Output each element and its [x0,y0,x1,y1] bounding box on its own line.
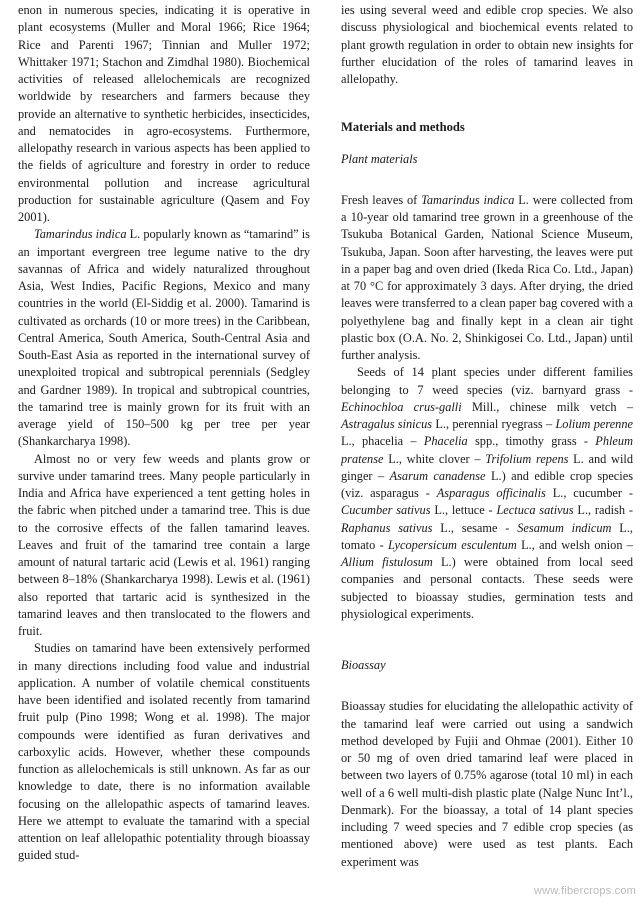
spacer [341,623,633,647]
paragraph-weeds-under-tamarind: Almost no or very few weeds and plants grow or survive under tamarind trees. Many people particularly in India and Africa have experienced a tent getting holes in the fabric when pitched under a tamarind tree. This is due to the corrosive effects of the fallen tamarind leaves. Leaves and fruit of the tamarind tree contain a large amount of natural tartaric acid (Lewis et al. 1961) ranging between 8–18% (Shankarcharya 1998). Lewis et al. (1961) also reported that tartaric acid is synthesized in the tamarind leaves and then translocated to the flowers and fruit. [18,451,310,638]
watermark: www.fibercrops.com [533,885,636,897]
paragraph-tamarind-studies: Studies on tamarind have been extensively performed in many directions including food value and industrial application. A number of volatile chemical constituents have been identified and isolated recently from tamarind fruit pulp (Pino 1998; Wong et al. 1998). The major compounds were identified as furan derivatives and carboxylic acids. However, whether these compounds function as allelochemicals is still unknown. As far as our knowledge to date, there is no information available focusing on the allelopathic aspects of tamarind leaves. Here we attempt to evaluate the tamarind with a special attention on leaf allelopathic potentiality through bioassay guided stud- [18,641,310,863]
species-name: Tamarindus indica [421,192,515,207]
right-column [341,2,633,871]
left-column [18,2,310,865]
paragraph-continued-intro: ies using several weed and edible crop species. We also discuss physiological and biochemical events related to plant growth regulation in order to obtain new insights for further elucidation of the roles of tamarind leaves in allelopathy. [341,3,633,86]
paragraph-tamarind-description: Tamarindus indica L. popularly known as “tamarind” is an important evergreen tree legume native to the dry savannas of Africa and widely naturalized throughout Asia, West Indies, Pacific Regions, Mexico and many countries in the world (El-Siddig et al. 2000). Tamarind is cultivated as orchards (10 or more trees) in the Caribbean, Central America, South America, South-Central Asia and South-East Asia as reported in the international survey of unexploited tropical and subtropical perennials (Sedgley and Gardner 1989). In tropical and subtropical countries, the tamarind tree is mainly grown for its fruit with an average yield of 150–500 kg per tree per year (Shankarcharya 1998). [18,227,310,449]
paragraph-plant-materials: Fresh leaves of Tamarindus indica L. were collected from a 10-year old tamarind tree grown in a greenhouse of the Tsukuba Botanical Garden, National Science Museum, Tsukuba, Japan. Soon after harvesting, the leaves were put in a paper bag and oven dried (Ikeda Rica Co. Ltd., Japan) at 70 °C for approximately 3 days. After drying, the dried leaves were transferred to a clean paper bag covered with a polyethylene bag and finally kept in a clean air tight plastic box (O.A. No. 2, Shinkigosei Co. Ltd., Japan) until further analysis. [341,192,634,362]
subheading-plant-materials: Plant materials [341,151,418,166]
paragraph-allelopathy-intro: enon in numerous species, indicating it is operative in plant ecosystems (Muller and Moral 1966; Rice 1964; Rice and Parenti 1967; Tinnian and Muller 1972; Whittaker 1971; Stachon and Zimdhal 1980). Biochemical activities of released allelochemicals are recognized worldwide by researchers and farmers because they provide an alternative to synthetic herbicides, insecticides, and nematocides in agro-ecosystems. Furthermore, allelopathy research in various aspects has been applied to the fields of agriculture and forestry in order to reduce environmental pollution and increase agricultural production for sustainable agriculture (Qasem and Foy 2001). [18,3,310,224]
paragraph-seed-species: Seeds of 14 plant species under different families belonging to 7 weed species (viz. barnyard grass - Echinochloa crus-galli Mill., chinese milk vetch – Astragalus sinicus L., perennial ryegrass – Lolium perenne L., phacelia – Phacelia spp., timothy grass - Phleum pratense L., white clover – Trifolium repens L. and wild ginger – Asarum canadense L.) and edible crop species (viz. asparagus - Asparagus officinalis L., cucumber - Cucumber sativus L., lettuce - Lectuca sativus L., radish - Raphanus sativus L., sesame - Sesamum indicum L., tomato - Lycopersicum esculentum L., and welsh onion – Allium fistulosum L.) were obtained from local seed companies and personal contacts. These seeds were subjected to bioassay studies, germination tests and physiological experiments. [341,365,633,621]
species-name: Tamarindus indica [34,227,127,242]
section-heading-materials-methods: Materials and methods [341,120,465,135]
subheading-bioassay: Bioassay [341,658,386,672]
paragraph-bioassay: Bioassay studies for elucidating the allelopathic activity of the tamarind leaf were carried out using a sandwich method developed by Fujii and Ohmae (2001). Either 10 or 50 mg of oven dried tamarind leaf were placed in between two layers of 0.75% agarose (total 10 ml) in each well of a 6 well multi-dish plastic plate (Nalge Nunc Int’l., Denmark). For the bioassay, a total of 14 plant species including 7 weed species and 7 edible crop species (as mentioned above) were used as test plants. Each experiment was [341,699,633,869]
